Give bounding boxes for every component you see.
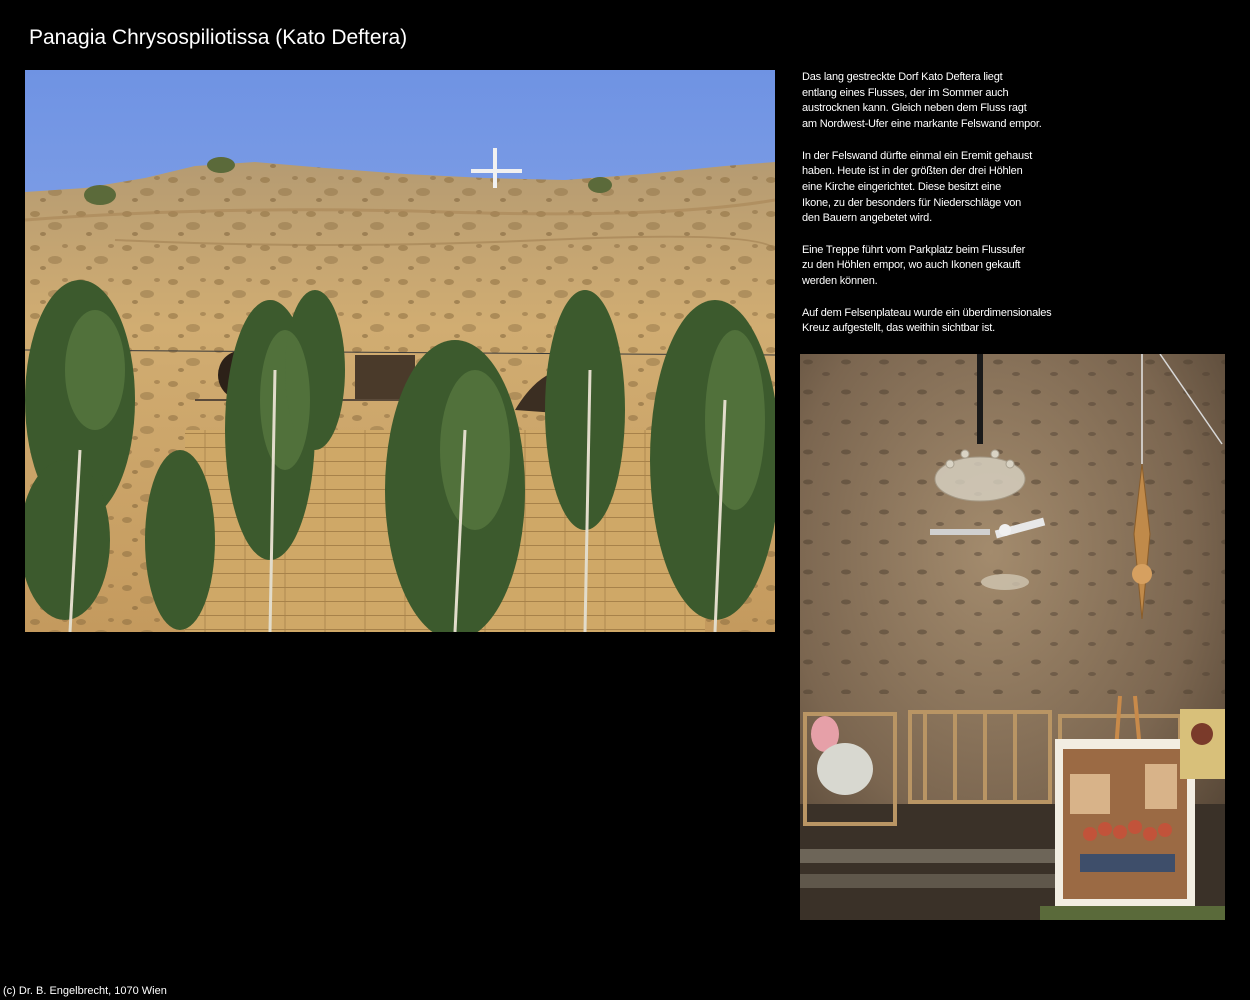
description-paragraph-1: Das lang gestreckte Dorf Kato Deftera liegt entlang eines Flusses, der im Sommer auch austrocknen kann. Gleich neben dem Fluss ragt am Nordwest-Ufer eine markante Felswand empor. (802, 71, 1042, 131)
cave-church-photo[interactable] (800, 354, 1225, 920)
description-text (802, 70, 1102, 353)
page-title: Panagia Chrysospiliotissa (Kato Deftera) (29, 26, 408, 49)
copyright-footer: (c) Dr. B. Engelbrecht, 1070 Wien (3, 985, 167, 997)
cave-church-photo-graphic (800, 354, 1225, 920)
description-paragraph-3: Eine Treppe führt vom Parkplatz beim Flussufer zu den Höhlen empor, wo auch Ikonen gekauft werden können. (802, 243, 1026, 288)
cliff-photo[interactable] (25, 70, 775, 632)
cliff-photo-graphic (25, 70, 775, 632)
description-paragraph-4: Auf dem Felsenplateau wurde ein überdimensionales Kreuz aufgestellt, das weithin sichtbar ist. (802, 306, 1052, 335)
description-paragraph-2: In der Felswand dürfte einmal ein Eremit gehaust haben. Heute ist in der größten der drei Höhlen eine Kirche eingerichtet. Diese besitzt eine Ikone, zu der besonders für Niederschläge von den Bauern angebetet wird. (802, 149, 1033, 225)
